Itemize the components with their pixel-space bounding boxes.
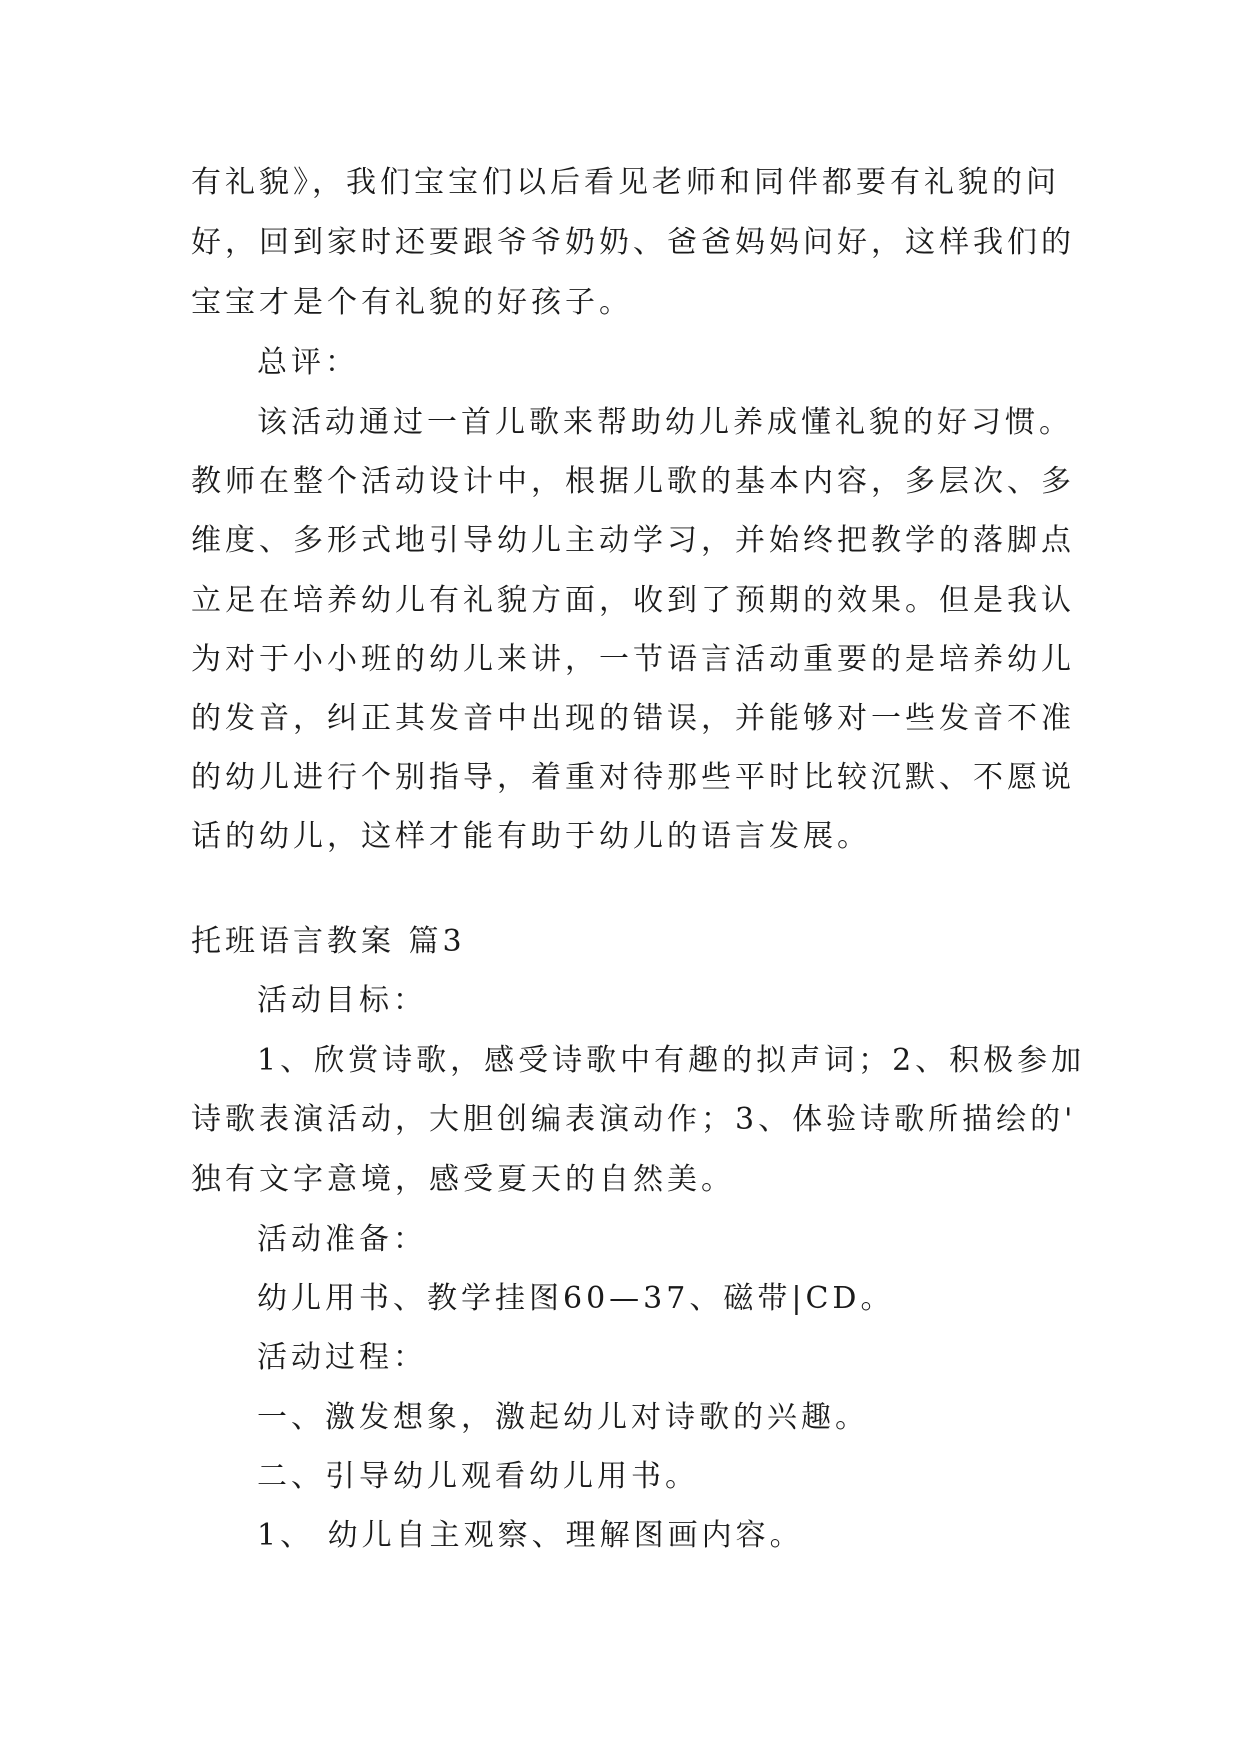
text-line: 为对于小小班的幼儿来讲，一节语言活动重要的是培养幼儿 [191, 642, 1075, 677]
section-label: 活动过程： [257, 1340, 427, 1375]
text-line: 1、欣赏诗歌，感受诗歌中有趣的拟声词；2、积极参加 [257, 1043, 1086, 1078]
text-line: 独有文字意境，感受夏天的自然美。 [191, 1162, 735, 1197]
text-line: 维度、多形式地引导幼儿主动学习，并始终把教学的落脚点 [191, 523, 1075, 558]
text-line: 该活动通过一首儿歌来帮助幼儿养成懂礼貌的好习惯。 [257, 405, 1073, 440]
text-line: 1、 幼儿自主观察、理解图画内容。 [257, 1518, 804, 1553]
text-line: 教师在整个活动设计中，根据儿歌的基本内容，多层次、多 [191, 464, 1075, 499]
article-heading: 托班语言教案 篇3 [191, 924, 466, 959]
text-line: 有礼貌》，我们宝宝们以后看见老师和同伴都要有礼貌的问 [191, 165, 1060, 200]
text-line: 的发音，纠正其发音中出现的错误，并能够对一些发音不准 [191, 701, 1075, 736]
text-line: 诗歌表演活动，大胆创编表演动作；3、体验诗歌所描绘的' [191, 1102, 1077, 1137]
text-line: 幼儿用书、教学挂图60—37、磁带|CD。 [257, 1281, 895, 1316]
text-line: 好，回到家时还要跟爷爷奶奶、爸爸妈妈问好，这样我们的 [191, 225, 1075, 260]
text-line: 的幼儿进行个别指导，着重对待那些平时比较沉默、不愿说 [191, 760, 1075, 795]
section-label: 活动准备： [257, 1222, 427, 1257]
section-label: 总评： [257, 345, 359, 380]
section-label: 活动目标： [257, 983, 427, 1018]
text-line: 宝宝才是个有礼貌的好孩子。 [191, 285, 633, 320]
text-line: 二、引导幼儿观看幼儿用书。 [257, 1459, 699, 1494]
text-line: 立足在培养幼儿有礼貌方面，收到了预期的效果。但是我认 [191, 583, 1075, 618]
text-line: 话的幼儿，这样才能有助于幼儿的语言发展。 [191, 819, 871, 854]
text-line: 一、激发想象，激起幼儿对诗歌的兴趣。 [257, 1400, 869, 1435]
